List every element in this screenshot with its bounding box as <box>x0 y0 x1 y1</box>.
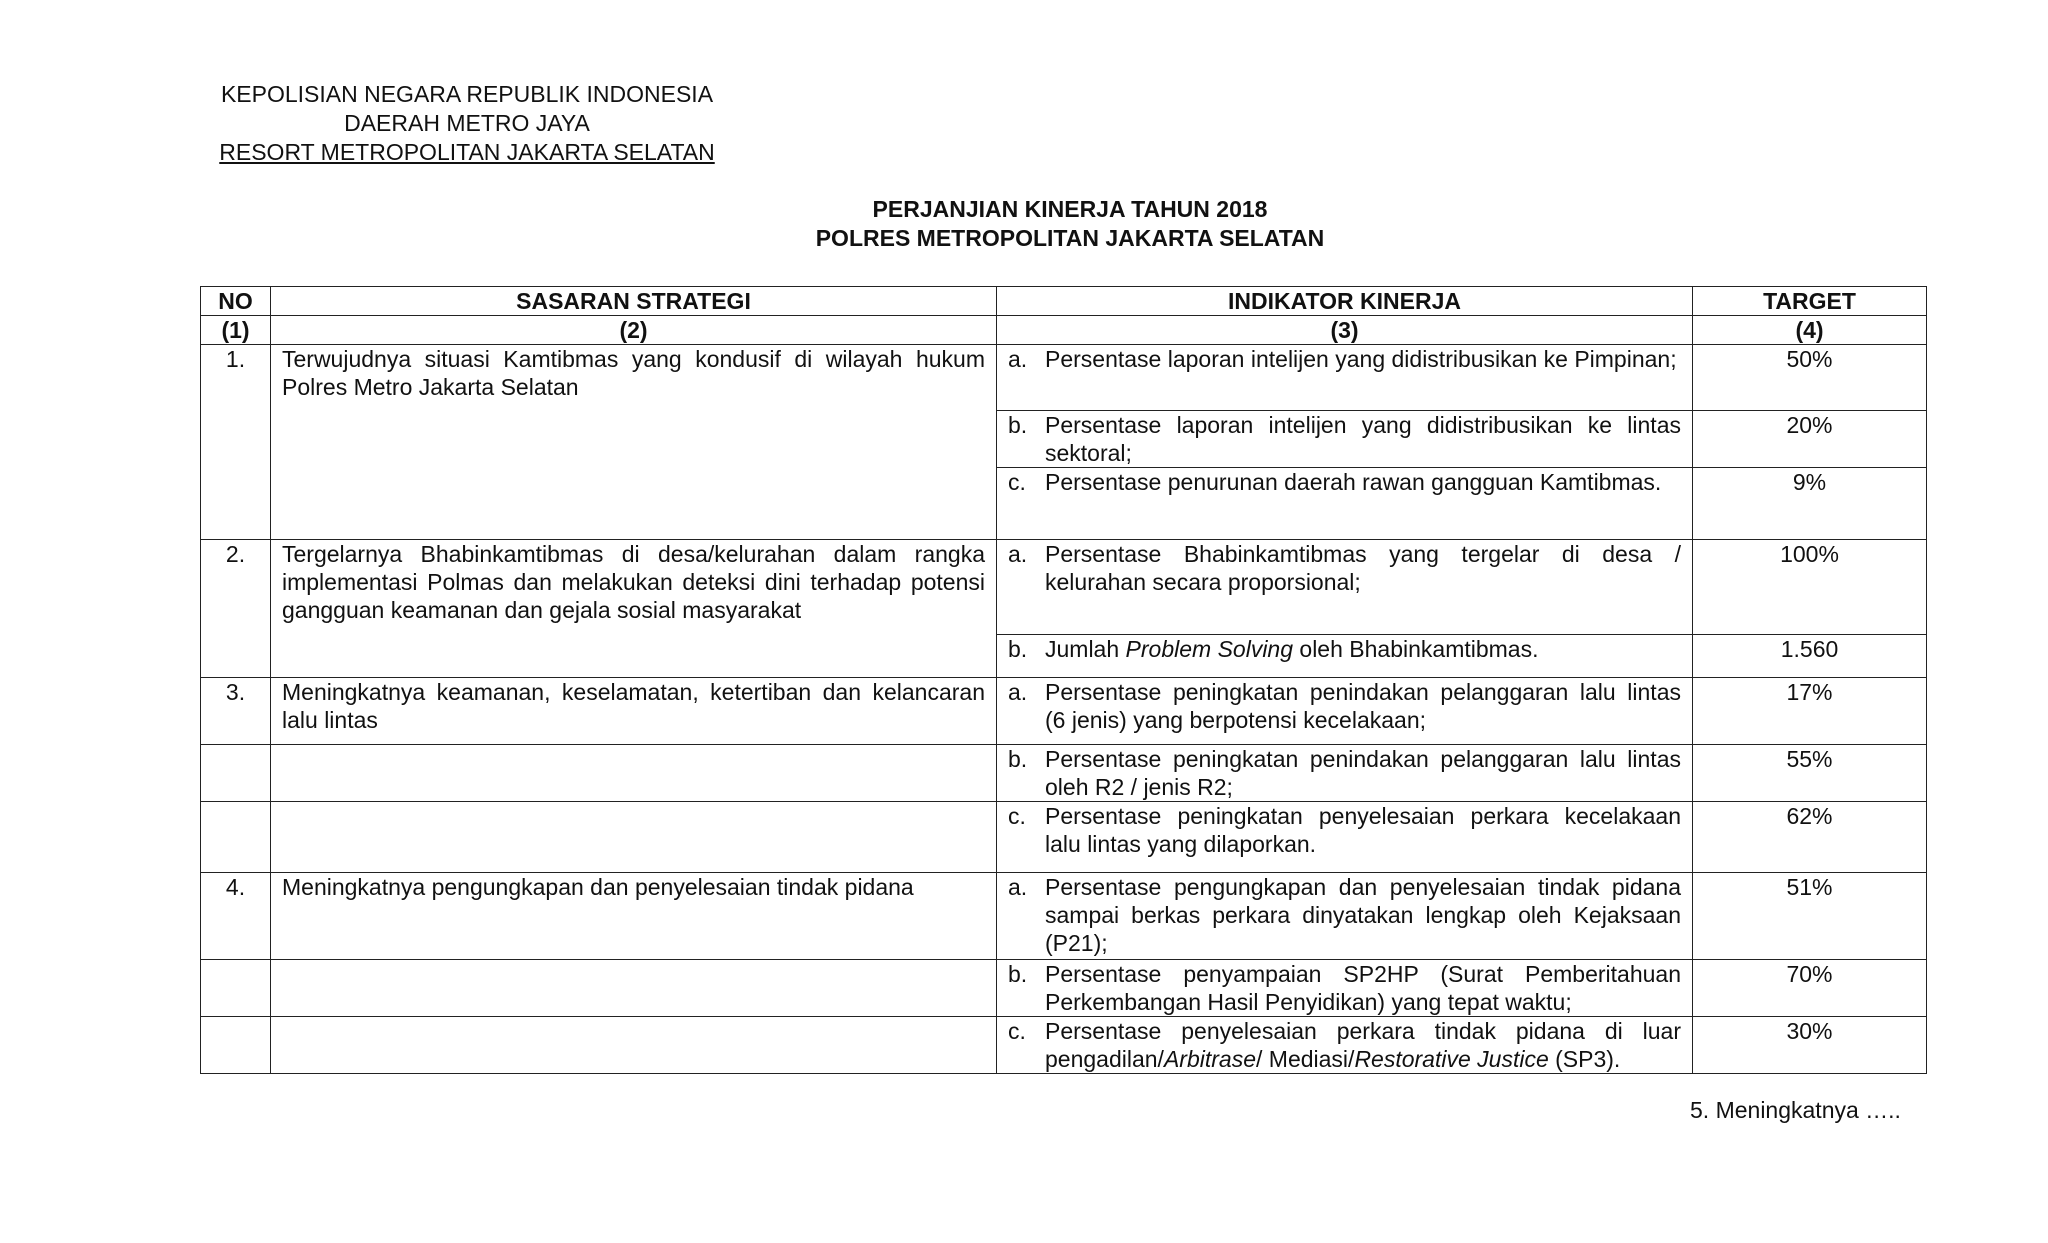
col-header-no: NO <box>201 287 271 316</box>
indicator-text: Persentase peningkatan penyelesaian perkara kecelakaan lalu lintas yang dilaporkan. <box>1045 803 1681 857</box>
target-cell: 50% <box>1693 345 1927 411</box>
indicator-cell <box>997 1017 1693 1074</box>
sasaran-cell-empty <box>271 960 997 1017</box>
title-line-1: PERJANJIAN KINERJA TAHUN 2018 <box>872 196 1268 222</box>
indicator-text: Persentase pengungkapan dan penyelesaian tindak pidana sampai berkas perkara dinyatakan lengkap oleh Kejaksaan (P21); <box>1045 874 1681 956</box>
table-row <box>201 540 1927 635</box>
indicator-text <box>1045 635 1681 663</box>
indicator-text-post: (SP3). <box>1548 1046 1621 1072</box>
letterhead-line-3: RESORT METROPOLITAN JAKARTA SELATAN <box>219 139 715 165</box>
indicator-marker: b. <box>1008 636 1028 662</box>
indicator-text-italic: Problem Solving <box>1125 636 1294 662</box>
target-cell: 62% <box>1693 802 1927 873</box>
indicator-text: Persentase Bhabinkamtibmas yang tergelar di desa / kelurahan secara proporsional; <box>1045 541 1681 595</box>
indicator-cell <box>997 960 1693 1017</box>
col-number-2: (2) <box>271 316 997 345</box>
table-row <box>201 345 1927 411</box>
row-number: 2. <box>201 540 271 678</box>
indicator-text-pre: Jumlah <box>1045 636 1126 662</box>
indicator-text-post: oleh Bhabinkamtibmas. <box>1293 636 1539 662</box>
indicator-marker: a. <box>1008 541 1028 567</box>
target-cell: 55% <box>1693 745 1927 802</box>
row-number-empty <box>201 960 271 1017</box>
indicator-cell <box>997 873 1693 960</box>
indicator-cell <box>997 345 1693 411</box>
indicator-text: Persentase penyampaian SP2HP (Surat Pemberitahuan Perkembangan Hasil Penyidikan) yang tepat waktu; <box>1045 961 1681 1015</box>
target-cell: 20% <box>1693 411 1927 468</box>
indicator-text-italic-2: Restorative Justice <box>1354 1046 1549 1072</box>
indicator-marker: c. <box>1008 469 1026 495</box>
table-row <box>201 678 1927 745</box>
sasaran-cell: Meningkatnya pengungkapan dan penyelesaian tindak pidana <box>271 873 997 960</box>
target-cell: 100% <box>1693 540 1927 635</box>
row-number: 3. <box>201 678 271 745</box>
row-number: 4. <box>201 873 271 960</box>
indicator-cell <box>997 411 1693 468</box>
sasaran-cell: Meningkatnya keamanan, keselamatan, ketertiban dan kelancaran lalu lintas <box>271 678 997 745</box>
col-header-indikator: INDIKATOR KINERJA <box>997 287 1693 316</box>
indicator-cell <box>997 745 1693 802</box>
indicator-text: Persentase peningkatan penindakan pelanggaran lalu lintas oleh R2 / jenis R2; <box>1045 746 1681 800</box>
indicator-marker: a. <box>1008 679 1028 705</box>
table-row <box>201 1017 1927 1074</box>
header-row <box>201 287 1927 316</box>
sasaran-cell: Tergelarnya Bhabinkamtibmas di desa/kelurahan dalam rangka implementasi Polmas dan melakukan deteksi dini terhadap potensi gangguan keamanan dan gejala sosial masyarakat <box>271 540 997 678</box>
document-title <box>0 195 2048 253</box>
target-cell: 1.560 <box>1693 635 1927 678</box>
col-number-4: (4) <box>1693 316 1927 345</box>
table-row <box>201 802 1927 873</box>
title-line-2: POLRES METROPOLITAN JAKARTA SELATAN <box>815 225 1325 251</box>
target-cell: 70% <box>1693 960 1927 1017</box>
next-page-continuation: 5. Meningkatnya ….. <box>1690 1097 1901 1123</box>
sasaran-cell-empty <box>271 802 997 873</box>
indicator-text <box>1045 1017 1681 1073</box>
indicator-text: Persentase peningkatan penindakan pelanggaran lalu lintas (6 jenis) yang berpotensi kecelakaan; <box>1045 679 1681 733</box>
sasaran-cell-empty <box>271 1017 997 1074</box>
subheader-row <box>201 316 1927 345</box>
table-row <box>201 745 1927 802</box>
row-number-empty <box>201 745 271 802</box>
indicator-cell <box>997 635 1693 678</box>
indicator-text-italic: Arbitrase <box>1163 1046 1256 1072</box>
target-cell: 30% <box>1693 1017 1927 1074</box>
col-number-1: (1) <box>201 316 271 345</box>
target-cell: 51% <box>1693 873 1927 960</box>
indicator-marker: c. <box>1008 1018 1026 1044</box>
indicator-cell <box>997 802 1693 873</box>
indicator-marker: c. <box>1008 803 1026 829</box>
indicator-cell <box>997 468 1693 540</box>
col-header-sasaran: SASARAN STRATEGI <box>271 287 997 316</box>
indicator-text-mid: / Mediasi/ <box>1256 1046 1355 1072</box>
table-row <box>201 873 1927 960</box>
col-header-target: TARGET <box>1693 287 1927 316</box>
col-number-3: (3) <box>997 316 1693 345</box>
indicator-text: Persentase laporan intelijen yang didistribusikan ke lintas sektoral; <box>1045 412 1681 466</box>
letterhead <box>200 80 734 167</box>
indicator-text-pre: Persentase penyelesaian perkara tindak pidana di luar pengadilan/ <box>1045 1018 1681 1072</box>
target-cell: 9% <box>1693 468 1927 540</box>
indicator-cell <box>997 678 1693 745</box>
target-cell: 17% <box>1693 678 1927 745</box>
indicator-text: Persentase penurunan daerah rawan gangguan Kamtibmas. <box>1045 469 1662 495</box>
indicator-cell <box>997 540 1693 635</box>
indicator-marker: a. <box>1008 874 1028 900</box>
indicator-marker: a. <box>1008 346 1028 372</box>
indicator-marker: b. <box>1008 746 1028 772</box>
sasaran-cell-empty <box>271 745 997 802</box>
sasaran-cell: Terwujudnya situasi Kamtibmas yang kondusif di wilayah hukum Polres Metro Jakarta Selatan <box>271 345 997 540</box>
letterhead-line-1: KEPOLISIAN NEGARA REPUBLIK INDONESIA <box>220 81 714 107</box>
row-number-empty <box>201 1017 271 1074</box>
letterhead-line-2: DAERAH METRO JAYA <box>344 110 590 136</box>
indicator-text: Persentase laporan intelijen yang didistribusikan ke Pimpinan; <box>1045 346 1677 372</box>
row-number: 1. <box>201 345 271 540</box>
indicator-marker: b. <box>1008 961 1028 987</box>
performance-table <box>200 286 1927 1074</box>
table-row <box>201 960 1927 1017</box>
row-number-empty <box>201 802 271 873</box>
indicator-marker: b. <box>1008 412 1028 438</box>
